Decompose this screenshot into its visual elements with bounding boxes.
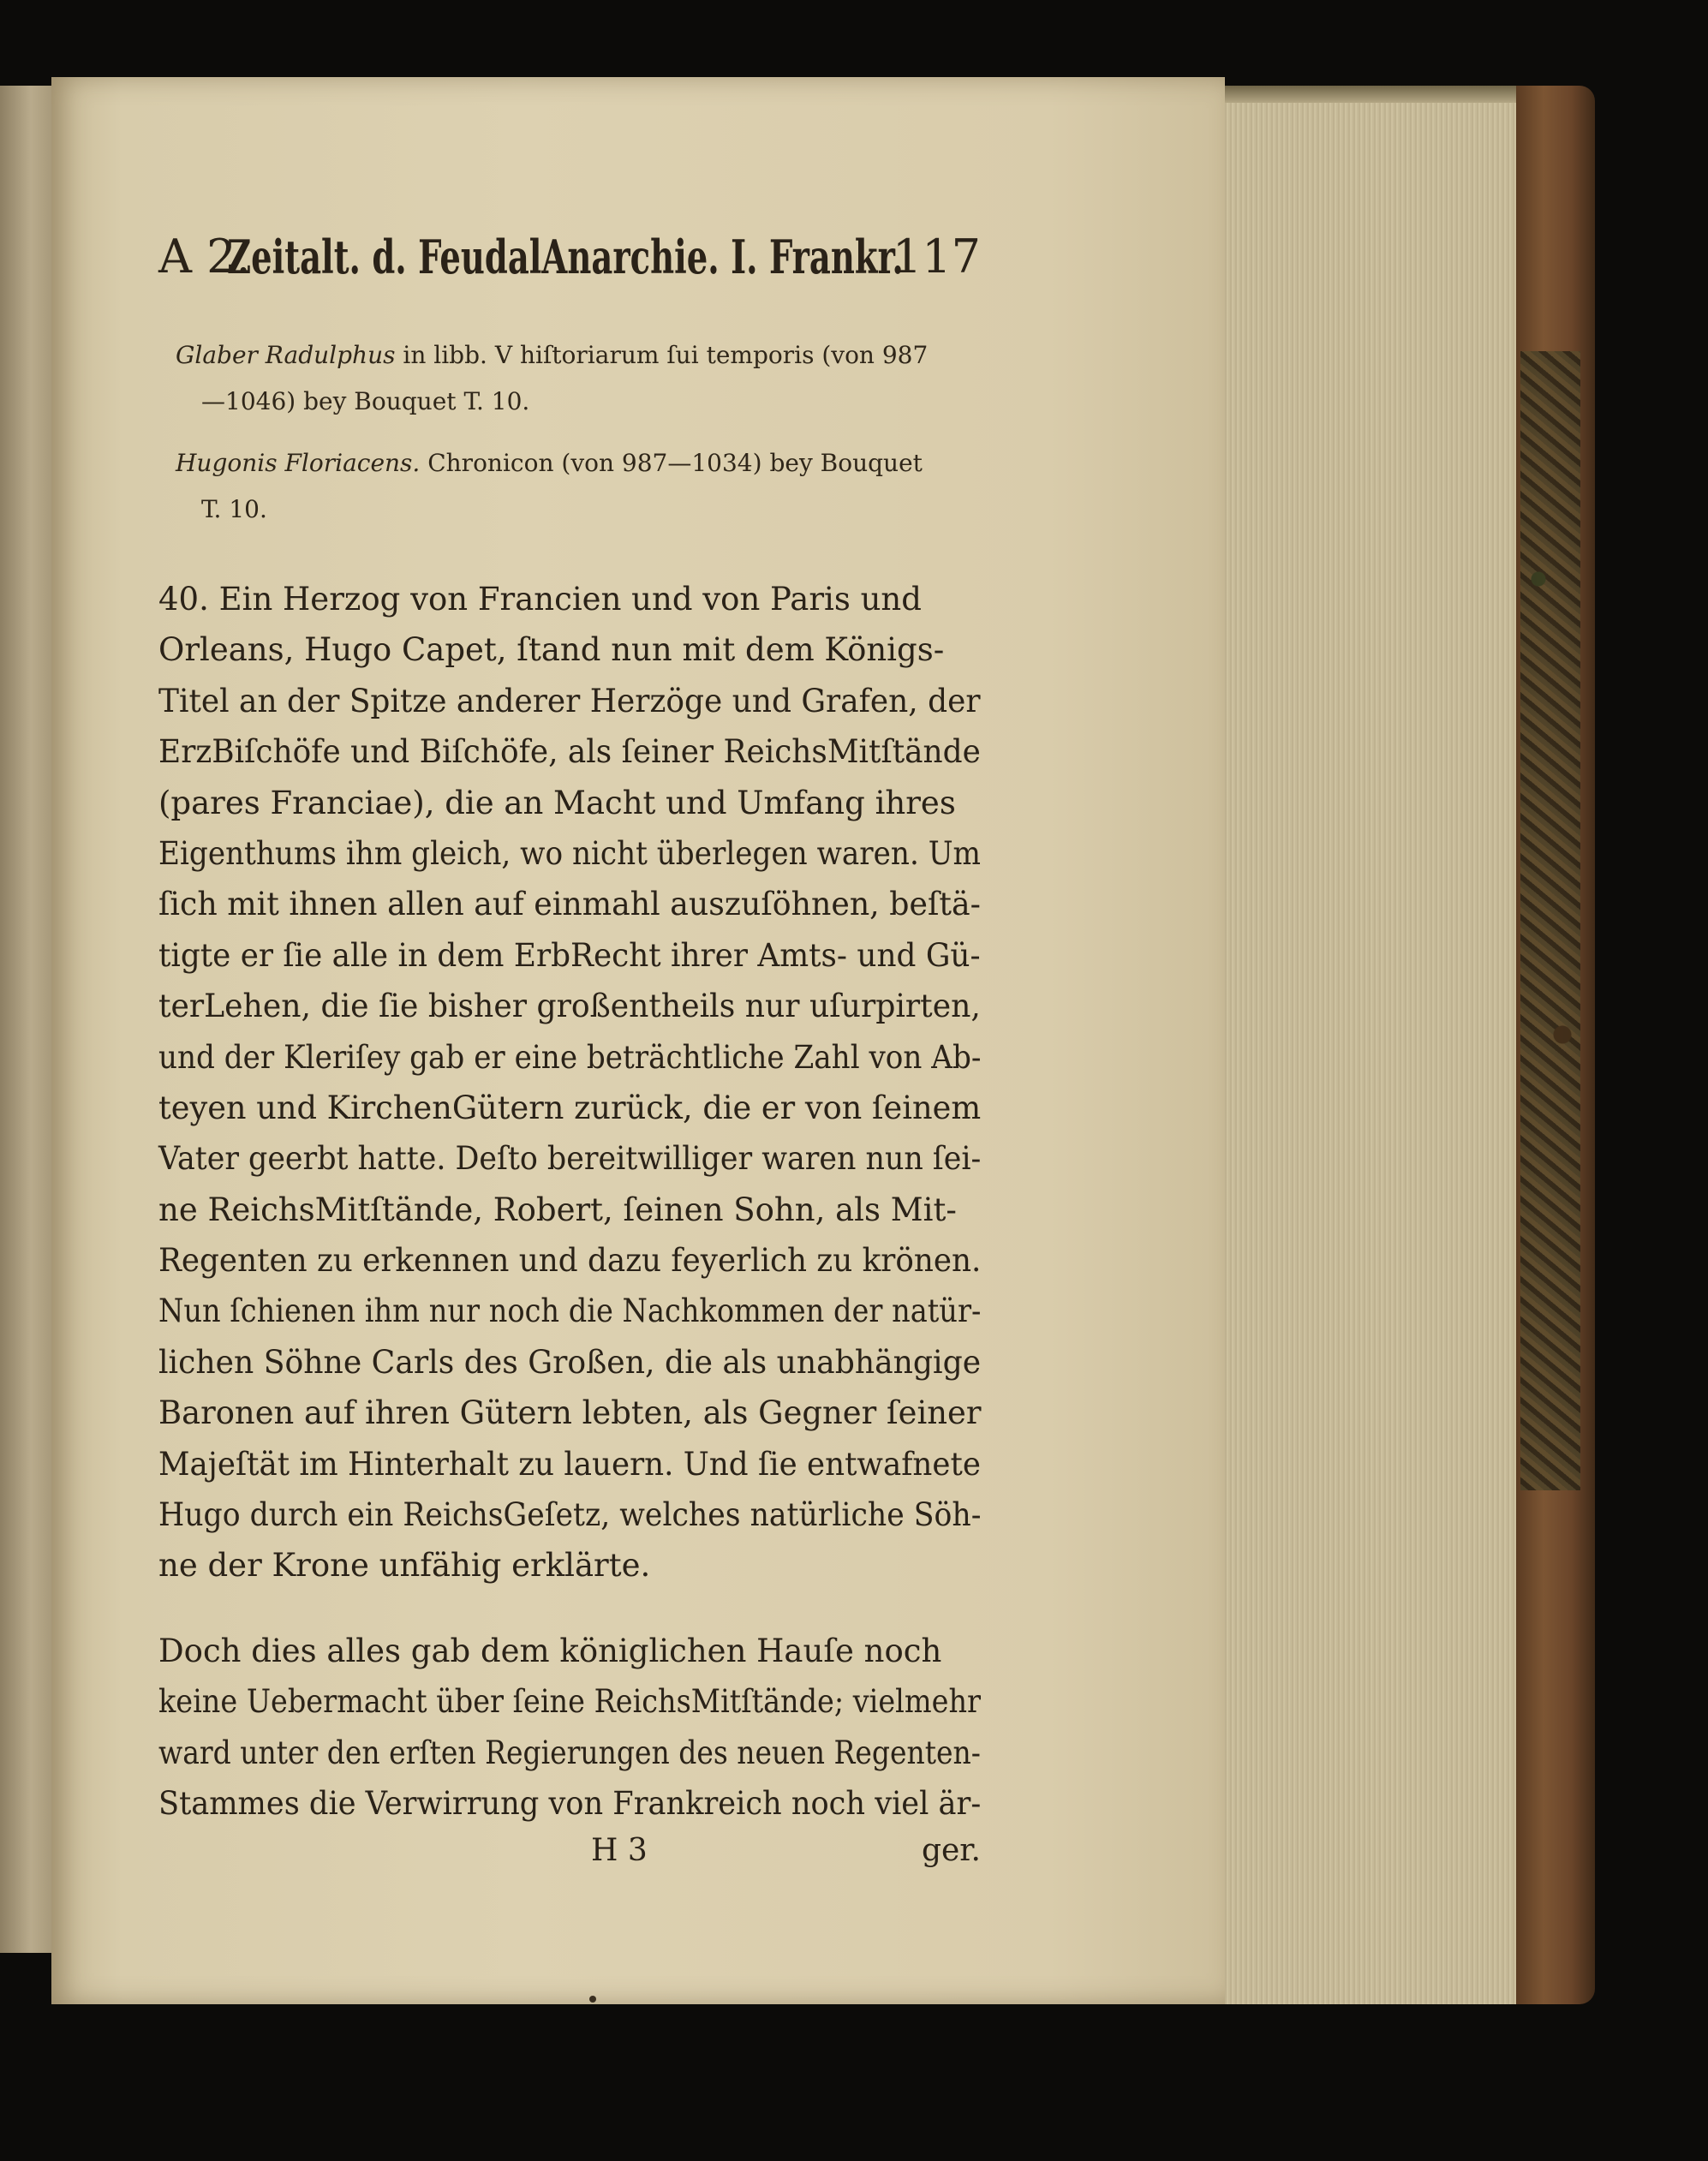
text-line: und der Kleriſey gab er eine beträchtliche Zahl von Ab-: [158, 1038, 982, 1076]
reference-author: Hugonis Floriacens.: [176, 449, 421, 477]
main-text: [158, 574, 981, 1829]
text-line: Doch dies alles gab dem königlichen Hauſe noch: [158, 1632, 942, 1669]
reference-item: [176, 440, 964, 533]
text-line: Titel an der Spitze anderer Herzöge und Grafen, der: [158, 682, 981, 719]
running-header: [158, 230, 981, 290]
catchword: ger.: [921, 1833, 981, 1868]
text-line: Baronen auf ihren Gütern lebten, als Gegner ſeiner: [158, 1394, 982, 1432]
reference-item: [176, 332, 964, 425]
page-footer: [158, 1833, 981, 1876]
facing-page-edge: [0, 86, 51, 1953]
text-line: ne der Krone unfähig erklärte.: [158, 1547, 651, 1585]
text-line: ErzBiſchöfe und Biſchöfe, als ſeiner ReichsMitſtände: [158, 733, 981, 771]
page-block-top: [1209, 86, 1518, 103]
text-line: Vater geerbt hatte. Deſto bereitwilliger waren nun ſei-: [158, 1140, 982, 1178]
text-line: Hugo durch ein ReichsGeſetz, welches natürliche Söh-: [158, 1496, 982, 1534]
paragraph-2: [158, 1626, 981, 1830]
reference-line: T. 10.: [201, 495, 267, 523]
reference-author: Glaber Radulphus: [176, 341, 396, 369]
reference-text: in libb. V hiſtoriarum ſui temporis (von 987: [395, 341, 929, 369]
text-line: Nun ſchienen ihm nur noch die Nachkommen der natür-: [158, 1292, 982, 1330]
text-line: Regenten zu erkennen und dazu feyerlich zu krönen.: [158, 1242, 982, 1280]
reference-line: [176, 332, 964, 379]
text-line: lichen Söhne Carls des Großen, die als unabhängige: [158, 1343, 982, 1381]
text-line: tigte er ſie alle in dem ErbRecht ihrer Amts- und Gü-: [158, 936, 981, 974]
header-title: Zeitalt. d. FeudalAnarchie. I. Frankr.: [227, 230, 904, 284]
signature-mark: H 3: [591, 1833, 648, 1868]
text-line: terLehen, die ſie bisher großentheils nur uſurpirten,: [158, 988, 981, 1025]
text-line: keine Uebermacht über ſeine ReichsMitſtände; vielmehr: [158, 1683, 982, 1721]
marbled-board: [1520, 351, 1580, 1490]
text-line: ward unter den erſten Regierungen des neuen Regenten-: [158, 1734, 981, 1771]
text-line: ne ReichsMitſtände, Robert, ſeinen Sohn, als Mit-: [158, 1191, 957, 1228]
text-line: 40. Ein Herzog von Francien und von Paris und: [158, 581, 922, 618]
paragraph-1: [158, 574, 981, 1591]
reference-text: Chronicon (von 987—1034) bey Bouquet: [420, 449, 923, 477]
text-line: ſich mit ihnen allen auf einmahl auszuſöhnen, beſtä-: [158, 886, 981, 923]
text-line: Orleans, Hugo Capet, ſtand nun mit dem Königs-: [158, 631, 945, 669]
page-number: 117: [892, 230, 981, 284]
text-line: Eigenthums ihm gleich, wo nicht überlegen waren. Um: [158, 834, 981, 872]
paragraph-gap: [158, 1591, 981, 1626]
header-signature: A 2.: [158, 230, 251, 284]
ink-speck: [589, 1996, 596, 2003]
text-line: Majeſtät im Hinterhalt zu lauern. Und ſie entwafnete: [158, 1445, 981, 1483]
reference-list: [176, 332, 964, 548]
text-line: Stammes die Verwirrung von Frankreich noch viel är-: [158, 1784, 982, 1822]
text-line: teyen und KirchenGütern zurück, die er von ſeinem: [158, 1089, 982, 1126]
reference-line: —1046) bey Bouquet T. 10.: [201, 387, 530, 415]
reference-line: [176, 440, 964, 487]
page-block-edges: [1206, 86, 1521, 2004]
text-line: (pares Franciae), die an Macht und Umfang ihres: [158, 784, 956, 821]
